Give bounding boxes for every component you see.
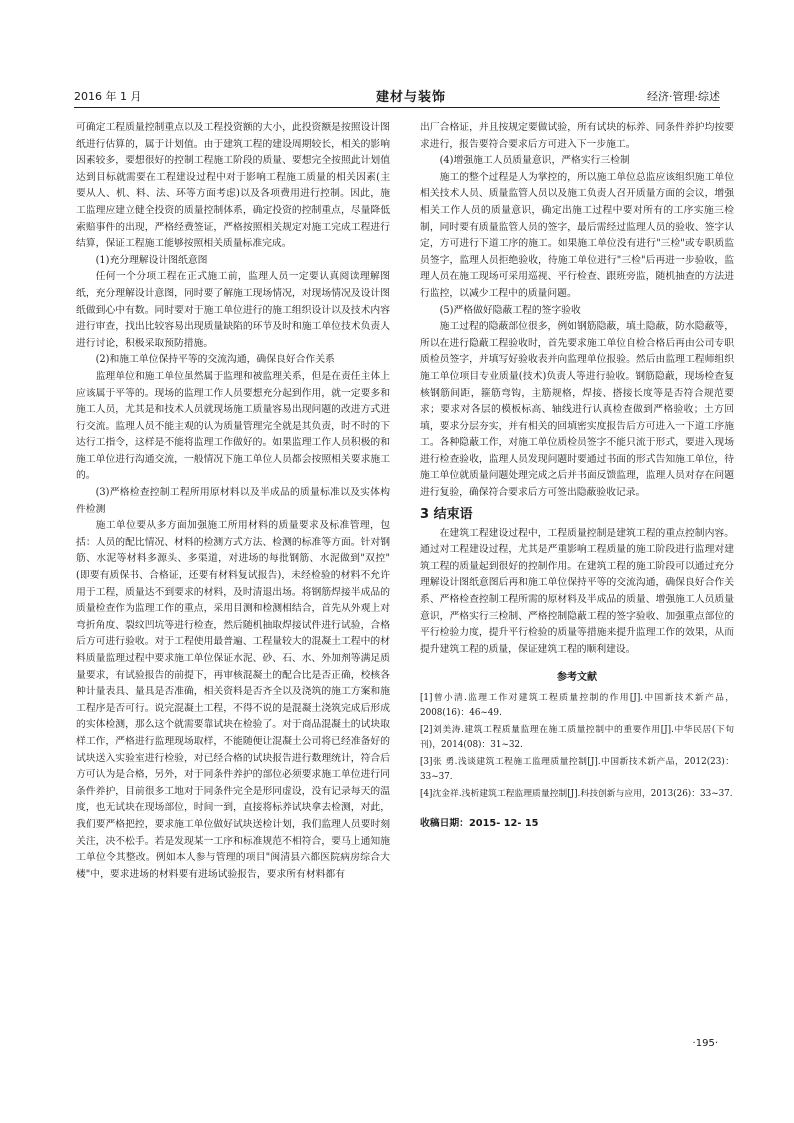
section-name: 经济·管理·综述 — [647, 90, 720, 103]
body-paragraph: 施工单位要从多方面加强施工所用材料的质量要求及标准管理，包括：人员的配比情况、材料的检测方式方法、检测的标准等方面。针对钢筋、水泥等材料多源头、多渠道，对进场的每批钢筋、水泥做到"双控"(即要有质保书、合格证，还要有材料复试报告)，未经检验的材料不允许用于工程，质量达不到要求的材料，及时清退出场。将钢筋焊接半成品的质量检查作为监理工作的重点，采用目测和检测相结合，首先从外观上对弯折角度、裂纹凹坑等进行检查，然后随机抽取焊接试件进行试验，合格后方可进行验收。对于工程使用最普遍、工程量较大的混凝土工程中的材料质量监理过程中要求施工单位保证水泥、砂、石、水、外加剂等满足质量要求，有试验报告的前提下，再审核混凝土的配合比是否正确，校核各种计量表具、量具是否准确，相关资料是否齐全以及浇筑的施工方案和施工程序是否可行。说完混凝土工程，不得不说的是混凝土浇筑完成后形成的实体检测，那么这个就需要靠试块在检验了。对于商品混凝土的试块取样工作，严格进行监理现场取样，不能随便让混凝土公司将已经准备好的试块送入实验室进行检验，对已经合格的试块报告进行数理统计，符合后方可认为是合格，另外，对于同条件养护的部位必须要求施工单位进行同条件养护，目前很多工地对于同条件完全是形同虚设，没有记录每天的温度，也无试块在现场部位，时间一到，直接将标养试块拿去检测，对此，我们要严格把控，要求施工单位做好试块送检计划，我们监理人员要时刻关注，决不松手。若是发现某一工序和标准规范不相符合，要马上通知施工单位令其整改。例如本人参与管理的项目"闽清县六都医院病房综合大楼"中，要求进场的材料要有进场试验报告，要求所有材料都有 — [76, 520, 390, 880]
subsection-heading: (3)严格检查控制工程所用原材料以及半成品的质量标准以及实体构件检测 — [76, 487, 390, 515]
right-column — [420, 120, 734, 833]
body-paragraph: 监理单位和施工单位虽然属于监理和被监理关系，但是在责任主体上应该属于平等的。现场的监理工作人员要想充分起到作用，就一定要多和施工人员，尤其是和技术人员就现场施工质量容易出现问题的改进方式进行交流。监理人员不能主观的认为质量管理完全就是其负责，时不时的下达行工指令，这样是不能将监理工作做好的。如果监理工作人员积极的和施工单位进行沟通交流，一般情况下施工单位人员都会按照相关要求施工的。 — [76, 370, 390, 482]
body-paragraph: 施工过程的隐蔽部位很多，例如钢筋隐蔽，填土隐蔽，防水隐蔽等，所以在进行隐蔽工程验收时，首先要求施工单位自检合格后再由公司专职质检员签字，并填写好验收表并向监理单位报验。然后由监理工程师组织施工单位项目专业质量(技术)负责人等进行验收。钢筋隐蔽，现场检查复核钢筋间距，箍筋弯钩，主筋规格，焊接、搭接长度等是否符合规范要求；要求对各层的模板标高、轴线进行认真检查做到严格验收；土方回填，要求分层夯实，并有相关的回填密实度报告后方可进入一下道工序施工。各种隐蔽工作，对施工单位质检员签字不能只流于形式，要进入现场进行检查验收，监理人员发现问题时要通过书面的形式告知施工单位，待施工单位就质量问题处理完成之后并书面反馈监理，监理人员对存在问题进行复验，确保符合要求后方可签出隐蔽验收记录。 — [420, 321, 734, 499]
right-column-body — [420, 120, 734, 658]
page-header — [74, 84, 720, 106]
received-date: 收稿日期：2015- 12- 15 — [420, 818, 539, 829]
left-column — [76, 120, 390, 883]
subsection-heading: (1)充分理解设计图纸意图 — [95, 254, 208, 266]
reference-item: [1]曾小清.监理工作对建筑工程质量控制的作用[J].中国新技术新产品，2008(16)：46~49. — [420, 693, 734, 718]
header-rule — [74, 107, 720, 108]
subsection-heading: (4)增强施工人员质量意识，严格实行三检制 — [439, 155, 630, 167]
page-number: ·195· — [692, 1038, 718, 1049]
reference-item: [4]沈金祥.浅析建筑工程监理质量控制[J].科技创新与应用，2013(26)：33~37. — [420, 789, 733, 799]
journal-title: 建材与装饰 — [376, 90, 447, 105]
body-paragraph: 任何一个分项工程在正式施工前，监理人员一定要认真阅读理解图纸，充分理解设计意图，同时要了解施工现场情况，对现场情况及设计图纸做到心中有数。同时要对于施工单位进行的施工组织设计以及技术内容进行审查，找出比较容易出现质量缺陷的环节及时和施工单位技术负责人进行讨论，积极采取预防措施。 — [76, 271, 390, 349]
reference-item: [2]刘美涛.建筑工程质量监理在施工质量控制中的重要作用[J].中华民居(下旬刊)，2014(08)：31~32. — [420, 725, 734, 750]
body-paragraph: 出厂合格证，并且按规定要做试验，所有试块的标养、同条件养护均按要求进行，报告要符合要求后方可进入下一步施工。 — [420, 122, 734, 150]
subsection-heading: (5)严格做好隐蔽工程的签字验收 — [439, 304, 581, 316]
body-paragraph: 可确定工程质量控制重点以及工程投资额的大小，此投资额是按照设计图纸进行估算的，属于计划值。由于建筑工程的建设周期较长，相关的影响因素较多，要想很好的控制工程施工阶段的质量、要想完全按照此计划值达到目标就需要在工程建设过程中对于影响工程施工质量的相关因素(主要从人、机、料、法、环等方面考虑)以及各项费用进行控制。因此，施工监理应建立健全投资的质量控制体系，确定投资的控制重点，尽量降低索赔事件的出现，严格经费签证，严格按照相关规定对施工完成工程进行结算，保证工程施工能够按照相关质量标准完成。 — [76, 122, 390, 250]
body-paragraph: 在建筑工程建设过程中，工程质量控制是建筑工程的重点控制内容。通过对工程建设过程，尤其是严重影响工程质量的施工阶段进行监理对建筑工程的质量起到很好的控制作用。在建筑工程的施工阶段可以通过充分理解设计图纸意图后再和施工单位保持平等的交流沟通，确保良好合作关系、严格检查控制工程所需的原材料及半成品的质量、增强施工人员质量意识，严格实行三检制、严格控制隐蔽工程的签字验收、加强重点部位的平行检验力度，提升平行检验的质量等措施来提升监理工作的效果，从而提升建筑工程的质量，保证建筑工程的顺利建设。 — [420, 527, 734, 655]
body-paragraph: 施工的整个过程是人为掌控的，所以施工单位总监应该组织施工单位相关技术人员、质量监管人员以及施工负责人召开质量方面的会议，增强相关工作人员的质量意识，确定出施工过程中要对所有的工序实施三检制，同时要有质量监管人员的签字，最后需经过监理人员的验收、签字认定，方可进行下道工序的施工。如果施工单位没有进行"三检"或专职质监员签字，监理人员拒绝验收，待施工单位进行"三检"后再进一步验收，监理人员在施工现场可采用巡视、平行检查、跟班旁监，随机抽查的方法进行监控，以减少工程中的质量问题。 — [420, 171, 734, 299]
reference-item: [3]张 勇.浅谈建筑工程施工监理质量控制[J].中国新技术新产品，2012(23)：33~37. — [420, 757, 734, 782]
subsection-heading: (2)和施工单位保持平等的交流沟通，确保良好合作关系 — [95, 354, 335, 366]
issue-date: 2016 年 1 月 — [74, 90, 142, 103]
references-list — [420, 691, 734, 802]
section-heading: 3 结束语 — [420, 506, 473, 522]
references-title: 参考文献 — [557, 672, 597, 684]
